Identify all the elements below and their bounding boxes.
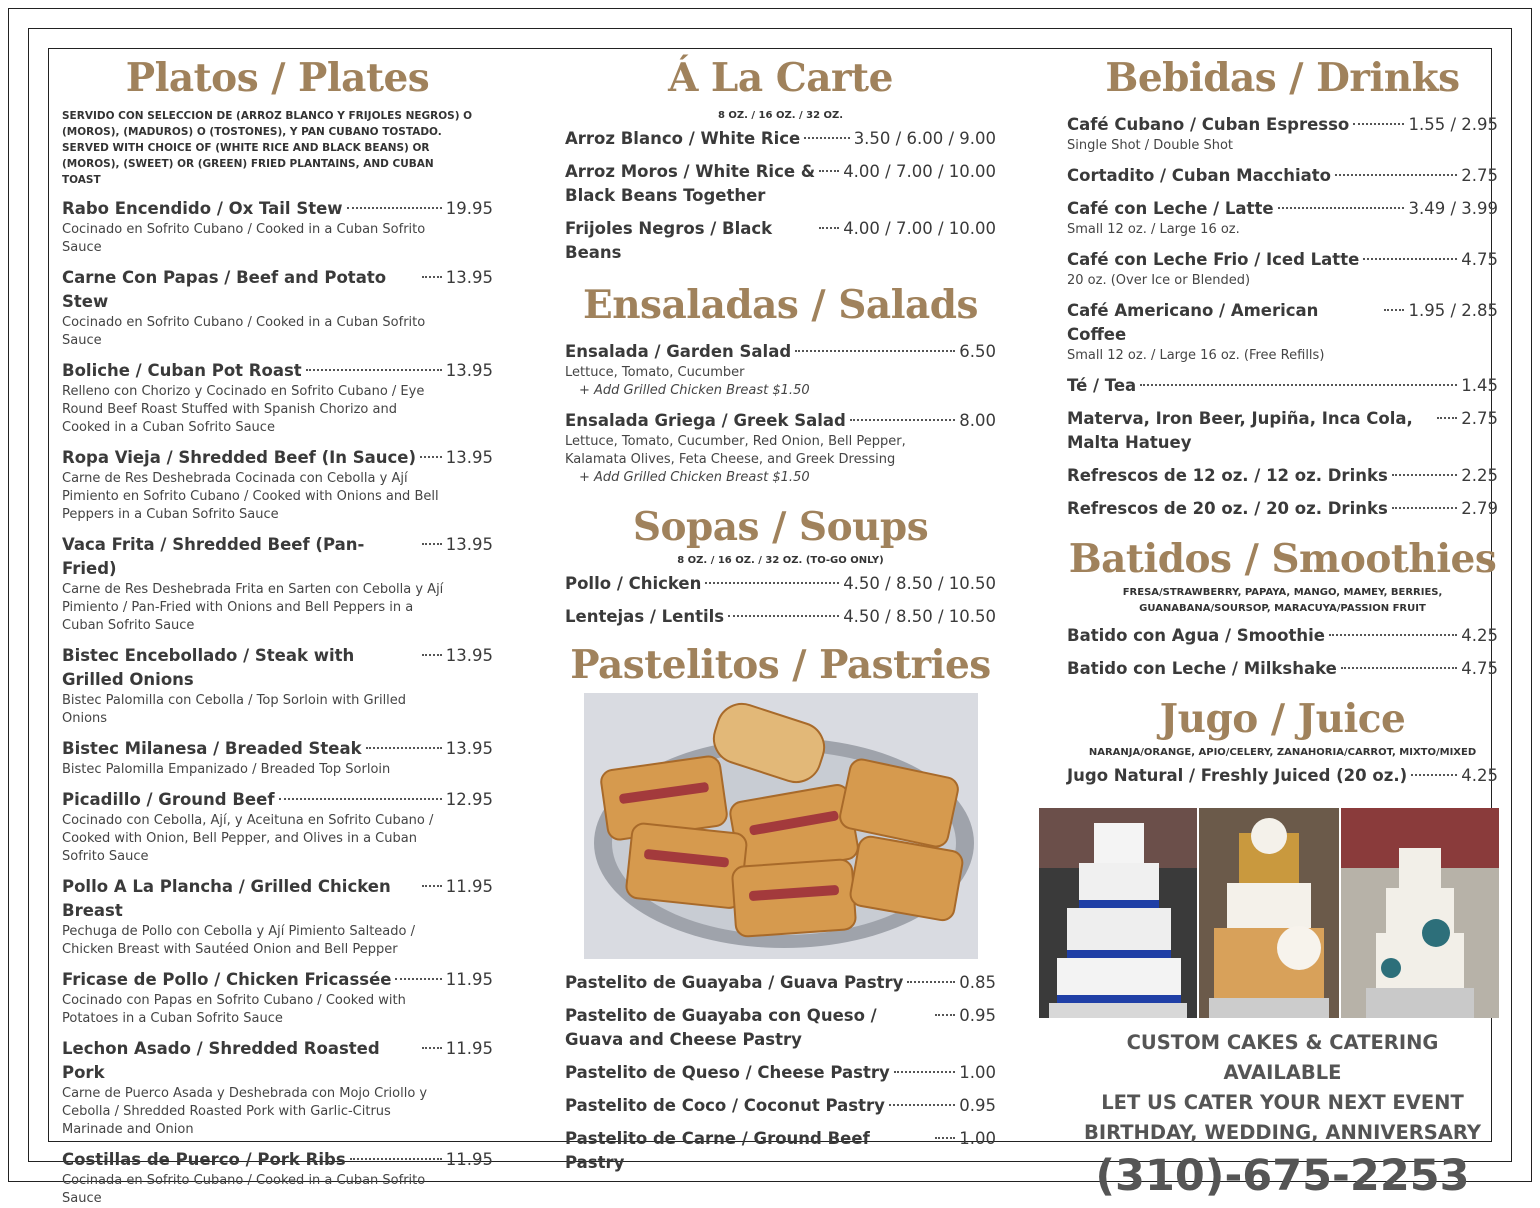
menu-item-description: Carne de Puerco Asada y Deshebrada con Mojo Criollo y Cebolla / Shredded Roasted Pork with Garlic-Citrus Marinade and Onion <box>62 1086 428 1137</box>
menu-item-addon: + Add Grilled Chicken Breast $1.50 <box>579 470 810 485</box>
smoothies-list <box>1067 624 1498 681</box>
menu-item-description: Carne de Res Deshebrada Frita en Sarten con Cebolla y Ají Pimiento / Pan-Fried with Onions and Bell Peppers in a Cuban Sofrito Sauce <box>62 582 444 633</box>
menu-item <box>1067 624 1498 648</box>
menu-item-name: Pollo / Chicken <box>565 574 702 593</box>
menu-item-line <box>62 788 493 812</box>
dot-leader <box>347 207 442 209</box>
menu-item-name: Arroz Blanco / White Rice <box>565 129 801 148</box>
menu-item <box>1067 657 1498 681</box>
menu-item-line <box>565 1094 996 1118</box>
plates-heading: Platos / Plates <box>125 55 430 101</box>
menu-item <box>1067 113 1498 155</box>
menu-item-price: 4.50 / 8.50 / 10.50 <box>843 607 996 626</box>
menu-item <box>62 197 493 257</box>
smoothies-heading: Batidos / Smoothies <box>1068 536 1497 582</box>
menu-item-name: Jugo Natural / Freshly Juiced (20 oz.) <box>1067 766 1408 785</box>
alacarte-list <box>565 127 996 265</box>
menu-item <box>62 875 493 959</box>
menu-item <box>1067 248 1498 290</box>
menu-item-line <box>1067 464 1498 488</box>
dot-leader <box>1437 417 1457 419</box>
salads-heading: Ensaladas / Salads <box>582 282 979 328</box>
menu-item-name: Refrescos de 12 oz. / 12 oz. Drinks <box>1067 466 1388 485</box>
dot-leader <box>1384 309 1404 311</box>
menu-item-name: Lentejas / Lentils <box>565 607 725 626</box>
menu-item-line <box>62 446 493 470</box>
menu-item <box>62 359 493 437</box>
menu-item-price: 1.95 / 2.85 <box>1408 301 1498 320</box>
soups-note: 8 OZ. / 16 OZ. / 32 OZ. (TO-GO ONLY) <box>677 555 884 566</box>
menu-item-name: Pollo A La Plancha / Grilled Chicken Breast <box>62 877 391 920</box>
dot-leader <box>1392 474 1457 476</box>
menu-item-price: 13.95 <box>445 448 493 467</box>
menu-item <box>565 160 996 208</box>
menu-item-line <box>62 875 493 923</box>
menu-item-price: 13.95 <box>445 535 493 554</box>
dot-leader <box>1140 384 1457 386</box>
menu-item-name: Bistec Encebollado / Steak with Grilled Onions <box>62 646 355 689</box>
menu-item-line <box>565 572 996 596</box>
menu-item-line <box>62 968 493 992</box>
menu-item-price: 4.00 / 7.00 / 10.00 <box>843 219 996 238</box>
menu-item-price: 19.95 <box>445 199 493 218</box>
menu-item-line <box>1067 113 1498 137</box>
menu-item-description: Carne de Res Deshebrada Cocinada con Cebolla y Ají Pimiento en Sofrito Cubano / Cooked with Onions and Bell Peppers in a Cuban Sofrito Sauce <box>62 471 439 522</box>
menu-item-name: Rabo Encendido / Ox Tail Stew <box>62 199 343 218</box>
salads-list <box>565 340 996 487</box>
menu-item-line <box>565 1004 996 1052</box>
dot-leader <box>889 1104 955 1106</box>
menu-item-line <box>1067 407 1498 455</box>
menu-item-price: 0.85 <box>959 973 996 992</box>
menu-item-name: Té / Tea <box>1067 376 1137 395</box>
menu-item-name: Refrescos de 20 oz. / 20 oz. Drinks <box>1067 499 1388 518</box>
menu-item-price: 8.00 <box>959 411 996 430</box>
menu-item-name: Ropa Vieja / Shredded Beef (In Sauce) <box>62 448 417 467</box>
menu-item-price: 13.95 <box>445 268 493 287</box>
dot-leader <box>850 419 955 421</box>
dot-leader <box>1341 667 1457 669</box>
menu-item-line <box>565 127 996 151</box>
menu-item-line <box>1067 374 1498 398</box>
menu-item-line <box>62 737 493 761</box>
menu-item-name: Café con Leche / Latte <box>1067 199 1274 218</box>
menu-item-name: Carne Con Papas / Beef and Potato Stew <box>62 268 387 311</box>
menu-item <box>565 971 996 995</box>
dot-leader <box>279 798 442 800</box>
menu-item-line <box>565 1061 996 1085</box>
menu-item-description: Cocinado con Papas en Sofrito Cubano / Cooked with Potatoes in a Cuban Sofrito Sauce <box>62 993 406 1026</box>
menu-item-line <box>1067 197 1498 221</box>
menu-item-name: Pastelito de Coco / Coconut Pastry <box>565 1096 885 1115</box>
menu-item-description: Small 12 oz. / Large 16 oz. (Free Refills) <box>1067 348 1325 363</box>
soups-list <box>565 572 996 629</box>
menu-item-line <box>565 971 996 995</box>
menu-item-name: Pastelito de Guayaba con Queso / Guava and Cheese Pastry <box>565 1006 877 1049</box>
menu-item <box>62 737 493 779</box>
menu-item-line <box>1067 764 1498 788</box>
dot-leader <box>1363 258 1457 260</box>
menu-item-price: 2.75 <box>1461 409 1498 428</box>
phone-number[interactable]: (310)-675-2253 <box>1095 1151 1470 1201</box>
menu-item-line <box>565 160 996 208</box>
dot-leader <box>306 369 442 371</box>
menu-item-name: Bistec Milanesa / Breaded Steak <box>62 739 362 758</box>
cakes-gallery <box>1039 808 1499 1018</box>
dot-leader <box>728 615 839 617</box>
menu-item-line <box>62 533 493 581</box>
menu-item-addon: + Add Grilled Chicken Breast $1.50 <box>579 383 810 398</box>
drinks-column <box>1067 52 1498 1204</box>
alacarte-heading: Á La Carte <box>668 55 893 101</box>
menu-item-name: Batido con Agua / Smoothie <box>1067 626 1325 645</box>
dot-leader <box>804 137 849 139</box>
menu-item-line <box>1067 248 1498 272</box>
dot-leader <box>819 170 839 172</box>
dot-leader <box>795 350 955 352</box>
menu-item-name: Materva, Iron Beer, Jupiña, Inca Cola, Malta Hatuey <box>1067 409 1413 452</box>
menu-item <box>62 1148 493 1208</box>
dot-leader <box>1353 123 1404 125</box>
menu-item-name: Fricase de Pollo / Chicken Fricassée <box>62 970 392 989</box>
menu-item-description: Lettuce, Tomato, Cucumber, Red Onion, Bell Pepper, Kalamata Olives, Feta Cheese, and Greek Dressing <box>565 434 906 467</box>
menu-item-description: Pechuga de Pollo con Cebolla y Ají Pimiento Salteado / Chicken Breast with Sautéed Onion and Bell Pepper <box>62 924 415 957</box>
menu-item <box>1067 764 1498 788</box>
plates-column <box>62 52 493 1208</box>
menu-item-price: 11.95 <box>445 1039 493 1058</box>
menu-item-description: Cocinado en Sofrito Cubano / Cooked in a Cuban Sofrito Sauce <box>62 222 426 255</box>
menu-item <box>1067 197 1498 239</box>
cake-photo-gold <box>1199 808 1339 1018</box>
menu-item <box>62 533 493 635</box>
dot-leader <box>907 981 955 983</box>
menu-item-name: Frijoles Negros / Black Beans <box>565 219 773 262</box>
menu-item <box>62 788 493 866</box>
menu-item-price: 4.25 <box>1461 766 1498 785</box>
menu-item-price: 13.95 <box>445 739 493 758</box>
menu-item-price: 11.95 <box>445 1150 493 1169</box>
menu-item-description: Cocinada en Sofrito Cubano / Cooked in a Cuban Sofrito Sauce <box>62 1173 426 1206</box>
menu-item-price: 0.95 <box>959 1006 996 1025</box>
menu-item-description: Cocinado con Cebolla, Ají, y Aceituna en Sofrito Cubano / Cooked with Onion, Bell Pepper, and Olives in a Cuban Sofrito Sauce <box>62 813 434 864</box>
dot-leader <box>819 227 839 229</box>
menu-item <box>1067 407 1498 455</box>
alacarte-note: 8 OZ. / 16 OZ. / 32 OZ. <box>717 110 844 121</box>
menu-item-price: 4.00 / 7.00 / 10.00 <box>843 162 996 181</box>
menu-item-name: Batido con Leche / Milkshake <box>1067 659 1337 678</box>
menu-item-name: Pastelito de Queso / Cheese Pastry <box>565 1063 890 1082</box>
menu-item-price: 4.75 <box>1461 250 1498 269</box>
menu-item-name: Pastelito de Carne / Ground Beef Pastry <box>565 1129 870 1172</box>
dot-leader <box>935 1014 955 1016</box>
menu-item-line <box>62 197 493 221</box>
promo-line-1: CUSTOM CAKES & CATERING AVAILABLE <box>1126 1031 1439 1084</box>
menu-item <box>1067 299 1498 365</box>
dot-leader <box>422 654 442 656</box>
menu-item-line <box>1067 497 1498 521</box>
menu-item-line <box>565 409 996 433</box>
menu-item-price: 2.79 <box>1461 499 1498 518</box>
menu-item-price: 1.00 <box>959 1063 996 1082</box>
dot-leader <box>422 543 442 545</box>
menu-item-description: Single Shot / Double Shot <box>1067 138 1234 153</box>
menu-item-name: Picadillo / Ground Beef <box>62 790 275 809</box>
dot-leader <box>1278 207 1405 209</box>
promo-line-3: BIRTHDAY, WEDDING, ANNIVERSARY <box>1084 1121 1481 1144</box>
menu-item-line <box>62 1037 493 1085</box>
pastries-photo <box>584 693 978 959</box>
menu-item-line <box>1067 657 1498 681</box>
menu-item-price: 1.45 <box>1461 376 1498 395</box>
menu-item-description: Bistec Palomilla Empanizado / Breaded Top Sorloin <box>62 762 391 777</box>
menu-item <box>1067 374 1498 398</box>
dot-leader <box>935 1137 955 1139</box>
dot-leader <box>894 1071 956 1073</box>
menu-item-name: Arroz Moros / White Rice & Black Beans Together <box>565 162 816 205</box>
menu-item <box>565 1004 996 1052</box>
menu-item-line <box>62 359 493 383</box>
dot-leader <box>420 456 442 458</box>
drinks-heading: Bebidas / Drinks <box>1105 55 1460 101</box>
menu-item-description: Relleno con Chorizo y Cocinado en Sofrito Cubano / Eye Round Beef Roast Stuffed with Spanish Chorizo and Cooked in a Cuban Sofrito Sauce <box>62 384 425 435</box>
middle-column <box>565 52 996 1175</box>
menu-item-name: Pastelito de Guayaba / Guava Pastry <box>565 973 904 992</box>
menu-item-line <box>1067 164 1498 188</box>
menu-item-line <box>565 217 996 265</box>
menu-item-line <box>62 644 493 692</box>
menu-item-line <box>565 340 996 364</box>
menu-item-line <box>565 1127 996 1175</box>
menu-item <box>1067 164 1498 188</box>
dot-leader <box>422 885 442 887</box>
menu-item <box>1067 497 1498 521</box>
dot-leader <box>1329 634 1457 636</box>
menu-item-description: Lettuce, Tomato, Cucumber <box>565 365 745 380</box>
menu-item-name: Café Americano / American Coffee <box>1067 301 1319 344</box>
menu-item-price: 4.75 <box>1461 659 1498 678</box>
soups-heading: Sopas / Soups <box>632 504 929 550</box>
menu-item-price: 1.55 / 2.95 <box>1408 115 1498 134</box>
promo-line-2: LET US CATER YOUR NEXT EVENT <box>1101 1091 1464 1114</box>
pastries-list <box>565 971 996 1175</box>
menu-item-name: Café Cubano / Cuban Espresso <box>1067 115 1350 134</box>
menu-item <box>1067 464 1498 488</box>
menu-item-price: 2.75 <box>1461 166 1498 185</box>
menu-item <box>62 1037 493 1139</box>
menu-item-line <box>1067 299 1498 347</box>
cake-photo-teal <box>1341 808 1499 1018</box>
menu-item-name: Vaca Frita / Shredded Beef (Pan-Fried) <box>62 535 365 578</box>
menu-item-price: 13.95 <box>445 646 493 665</box>
juice-heading: Jugo / Juice <box>1159 696 1406 742</box>
pastry-plate-illustration <box>584 693 978 959</box>
plates-list <box>62 197 493 1208</box>
dot-leader <box>1411 774 1457 776</box>
menu-item <box>565 1061 996 1085</box>
menu-item-price: 2.25 <box>1461 466 1498 485</box>
drinks-list <box>1067 113 1498 521</box>
menu-item-description: 20 oz. (Over Ice or Blended) <box>1067 273 1251 288</box>
menu-item-description: Cocinado en Sofrito Cubano / Cooked in a Cuban Sofrito Sauce <box>62 315 426 348</box>
menu-item-name: Ensalada Griega / Greek Salad <box>565 411 846 430</box>
menu-item <box>565 217 996 265</box>
dot-leader <box>395 978 441 980</box>
juice-list <box>1067 764 1498 788</box>
menu-item-price: 12.95 <box>445 790 493 809</box>
juice-note: NARANJA/ORANGE, APIO/CELERY, ZANAHORIA/CARROT, MIXTO/MIXED <box>1088 747 1477 758</box>
menu-item-name: Costillas de Puerco / Pork Ribs <box>62 1150 346 1169</box>
cake-photo-blue <box>1039 808 1197 1018</box>
menu-item-name: Ensalada / Garden Salad <box>565 342 792 361</box>
menu-item-price: 3.49 / 3.99 <box>1408 199 1498 218</box>
dot-leader <box>705 582 839 584</box>
menu-item-price: 6.50 <box>959 342 996 361</box>
menu-item <box>565 127 996 151</box>
menu-item-name: Boliche / Cuban Pot Roast <box>62 361 302 380</box>
pastries-heading: Pastelitos / Pastries <box>570 642 991 688</box>
smoothies-note: FRESA/STRAWBERRY, PAPAYA, MANGO, MAMEY, BERRIES, GUANABANA/SOURSOP, MARACUYA/PASSION FRUIT <box>1122 587 1443 614</box>
dot-leader <box>422 276 442 278</box>
menu-item-line <box>565 605 996 629</box>
dot-leader <box>366 747 442 749</box>
menu-item-description: Small 12 oz. / Large 16 oz. <box>1067 222 1240 237</box>
menu-item-price: 1.00 <box>959 1129 996 1148</box>
menu-item-line <box>1067 624 1498 648</box>
dot-leader <box>422 1047 442 1049</box>
menu-item <box>62 266 493 350</box>
menu-item-price: 11.95 <box>445 877 493 896</box>
menu-item <box>565 1094 996 1118</box>
menu-item-description: Bistec Palomilla con Cebolla / Top Sorloin with Grilled Onions <box>62 693 407 726</box>
menu-item-price: 13.95 <box>445 361 493 380</box>
menu-item-price: 11.95 <box>445 970 493 989</box>
menu-item <box>565 340 996 400</box>
menu-item-price: 4.50 / 8.50 / 10.50 <box>843 574 996 593</box>
menu-item <box>565 605 996 629</box>
dot-leader <box>350 1158 442 1160</box>
dot-leader <box>1392 507 1457 509</box>
menu-item-line <box>62 1148 493 1172</box>
plates-note: SERVIDO CON SELECCION DE (ARROZ BLANCO Y FRIJOLES NEGROS) O (MOROS), (MADUROS) O (TOSTONES), Y PAN CUBANO TOSTADO. SERVED WITH CHOICE OF (WHITE RICE AND BLACK BEANS) OR (MOROS), (SWEET) OR (GREEN) FRIED PLANTAINS, AND CUBAN TOAST <box>62 110 473 186</box>
catering-promo <box>1067 1028 1498 1204</box>
menu-item <box>565 572 996 596</box>
menu-item <box>62 446 493 524</box>
menu-item <box>62 968 493 1028</box>
dot-leader <box>1335 174 1457 176</box>
menu-item-price: 3.50 / 6.00 / 9.00 <box>853 129 996 148</box>
menu-item-name: Café con Leche Frio / Iced Latte <box>1067 250 1360 269</box>
menu-item <box>62 644 493 728</box>
menu-item-price: 0.95 <box>959 1096 996 1115</box>
menu-item-price: 4.25 <box>1461 626 1498 645</box>
menu-item <box>565 409 996 487</box>
menu-item <box>565 1127 996 1175</box>
menu-item-name: Lechon Asado / Shredded Roasted Pork <box>62 1039 380 1082</box>
menu-item-name: Cortadito / Cuban Macchiato <box>1067 166 1331 185</box>
menu-item-line <box>62 266 493 314</box>
